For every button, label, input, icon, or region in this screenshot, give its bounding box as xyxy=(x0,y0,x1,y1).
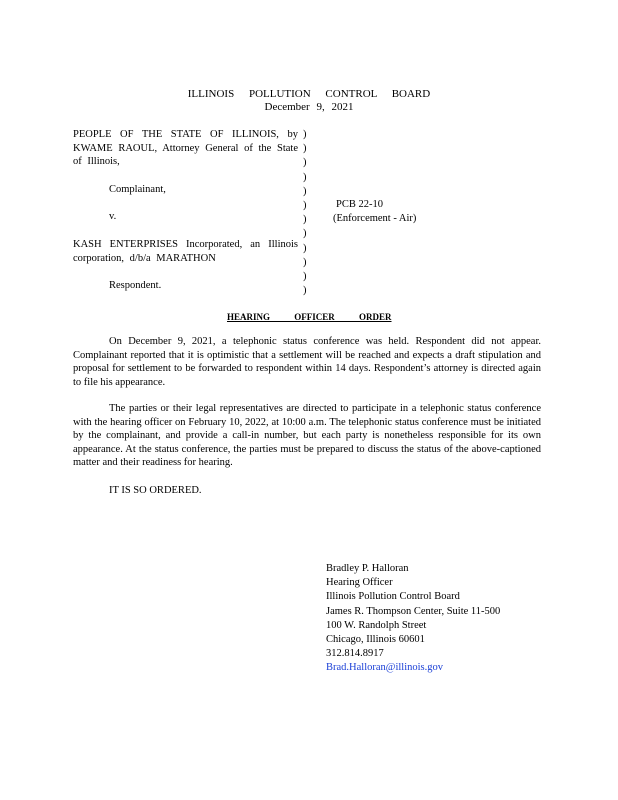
defendant-name: KASH ENTERPRISES Incorporated, an Illinois corporation, d/b/a MARATHON xyxy=(73,238,298,264)
signer-email-link[interactable]: Brad.Halloran@illinois.gov xyxy=(326,662,443,674)
paren: ) xyxy=(303,185,307,197)
caption-divider xyxy=(303,128,307,298)
paren: ) xyxy=(303,256,307,268)
signature-block xyxy=(326,562,500,676)
order-heading: HEARING OFFICER ORDER xyxy=(227,312,392,322)
complainant-label: Complainant, xyxy=(109,183,166,195)
document-title: ILLINOIS POLLUTION CONTROL BOARD xyxy=(187,88,431,100)
order-paragraph-2: The parties or their legal representatives are directed to participate in a telephonic status conference with the hearing officer on February 10, 2022, at 10:00 a.m. The telephonic status conference must be initiated by the complainant, and provide a call-in number, but each party is nonetheless responsible for its own appearance. At the status conference, the parties must be prepared to discuss the status of the above-captioned matter and their readiness for hearing. xyxy=(73,403,541,469)
case-caption xyxy=(73,128,298,293)
order-paragraph-1: On December 9, 2021, a telephonic status conference was held. Respondent did not appear. Complainant reported that it is optimistic that a settlement will be reached and expects a draft stipulation and proposal for settlement to be forwarded to respondent within 14 days. Respondent’s attorney is directed again to file his appearance. xyxy=(73,336,541,388)
plaintiff-name: PEOPLE OF THE STATE OF ILLINOIS, by KWAME RAOUL, Attorney General of the State of Illinois, xyxy=(73,129,298,168)
versus-label: v. xyxy=(109,211,117,223)
signer-name: Bradley P. Halloran xyxy=(326,563,409,574)
paren: ) xyxy=(303,242,307,254)
case-number: PCB 22-10 xyxy=(336,199,383,210)
paren: ) xyxy=(303,171,307,183)
paren: ) xyxy=(303,199,307,211)
order-closing: IT IS SO ORDERED. xyxy=(109,485,202,496)
case-type: (Enforcement - Air) xyxy=(333,213,417,224)
document-date: December 9, 2021 xyxy=(264,101,354,113)
signer-title: Hearing Officer xyxy=(326,577,393,589)
paren: ) xyxy=(303,143,307,155)
signer-building: James R. Thompson Center, Suite 11-500 xyxy=(326,605,501,617)
paren: ) xyxy=(303,214,307,226)
respondent-label: Respondent. xyxy=(109,280,162,292)
paren: ) xyxy=(303,157,307,169)
paren: ) xyxy=(303,228,307,240)
signer-city: Chicago, Illinois 60601 xyxy=(326,634,425,646)
signer-phone: 312.814.8917 xyxy=(326,648,384,660)
paren: ) xyxy=(303,270,307,282)
paren: ) xyxy=(303,129,307,140)
signer-agency: Illinois Pollution Control Board xyxy=(326,591,460,603)
signer-street: 100 W. Randolph Street xyxy=(326,619,427,631)
paren: ) xyxy=(303,285,307,297)
